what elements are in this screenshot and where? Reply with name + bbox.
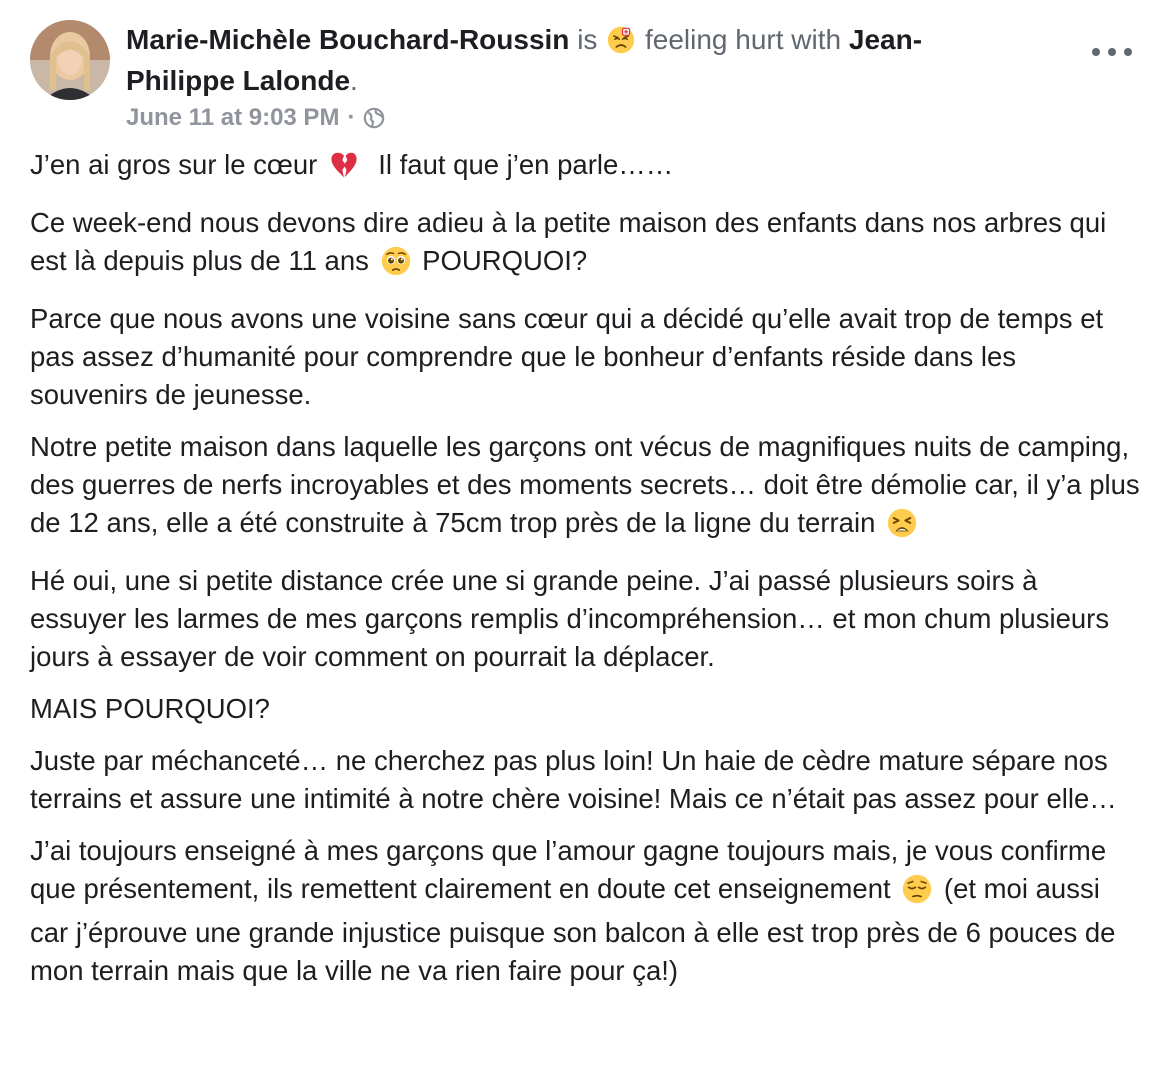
- p1-text-b: Il faut que j’en parle……: [378, 149, 674, 180]
- verb-is: is: [577, 24, 598, 55]
- paragraph-4: [30, 428, 1140, 548]
- timestamp[interactable]: June 11 at 9:03 PM: [126, 104, 340, 131]
- avatar-image: [30, 20, 110, 100]
- paragraph-6: MAIS POURQUOI?: [30, 693, 270, 724]
- p1-text-a: J’en ai gros sur le cœur: [30, 149, 318, 180]
- dot-3: [1124, 48, 1132, 56]
- paragraph-2: [30, 204, 1140, 286]
- tired-face-emoji: [887, 508, 917, 548]
- p4-text: Notre petite maison dans laquelle les garçons ont vécus de magnifiques nuits de camping, des guerres de nerfs incroyables et des moments secrets… doit être démolie car, il y’a plus de 12 ans, elle a été construite à 75cm trop près de la ligne du terrain: [30, 431, 1140, 538]
- paragraph-5: Hé oui, une si petite distance crée une si grande peine. J’ai passé plusieurs soirs à essuyer les larmes de mes garçons remplis d’incompréhension… et mon chum plusieurs jours à essayer de voir comment on pourrait la déplacer.: [30, 565, 1110, 672]
- meta-separator: ·: [347, 104, 356, 131]
- p8-text-b: (et moi aussi car j’éprouve une grande injustice puisque son balcon à elle est trop près de 6 pouces de mon terrain mais que la ville ne va rien faire pour ça!): [30, 873, 1116, 986]
- paragraph-7: Juste par méchanceté… ne cherchez pas plus loin! Un haie de cèdre mature sépare nos terrains et assure une intimité à notre chère voisine! Mais ce n’était pas assez pour elle…: [30, 745, 1117, 814]
- post-meta: [126, 103, 1006, 133]
- pensive-face-emoji: [902, 874, 932, 914]
- post-body: [30, 146, 1140, 1004]
- pleading-face-emoji: [381, 246, 411, 286]
- header-line: [126, 22, 1006, 99]
- more-options-icon[interactable]: [1092, 40, 1132, 64]
- p2-text-a: Ce week-end nous devons dire adieu à la petite maison des enfants dans nos arbres qui est là depuis plus de 11 ans: [30, 207, 1107, 276]
- dot-2: [1108, 48, 1116, 56]
- dot-1: [1092, 48, 1100, 56]
- avatar[interactable]: [30, 20, 110, 100]
- paragraph-8: [30, 832, 1140, 990]
- paragraph-3: Parce que nous avons une voisine sans cœur qui a décidé qu’elle avait trop de temps et pas assez d’humanité pour comprendre que le bonheur d’enfants réside dans les souvenirs de jeunesse.: [30, 303, 1104, 410]
- hurt-face-emoji: [607, 26, 635, 63]
- header-period: .: [350, 65, 358, 96]
- p8-text-a: J’ai toujours enseigné à mes garçons que l’amour gagne toujours mais, je vous confirme que présentement, ils remettent clairement en doute cet enseignement: [30, 835, 1107, 904]
- p2-text-b: POURQUOI?: [422, 245, 588, 276]
- paragraph-1: [30, 146, 1140, 190]
- feeling-text: feeling hurt with: [644, 24, 842, 55]
- author-name[interactable]: Marie-Michèle Bouchard-Roussin: [126, 24, 570, 55]
- tagged-person[interactable]: Jean-Philippe Lalonde: [126, 24, 923, 96]
- globe-icon[interactable]: [363, 107, 385, 129]
- broken-heart-emoji: [329, 150, 359, 190]
- post-header: [126, 22, 1006, 133]
